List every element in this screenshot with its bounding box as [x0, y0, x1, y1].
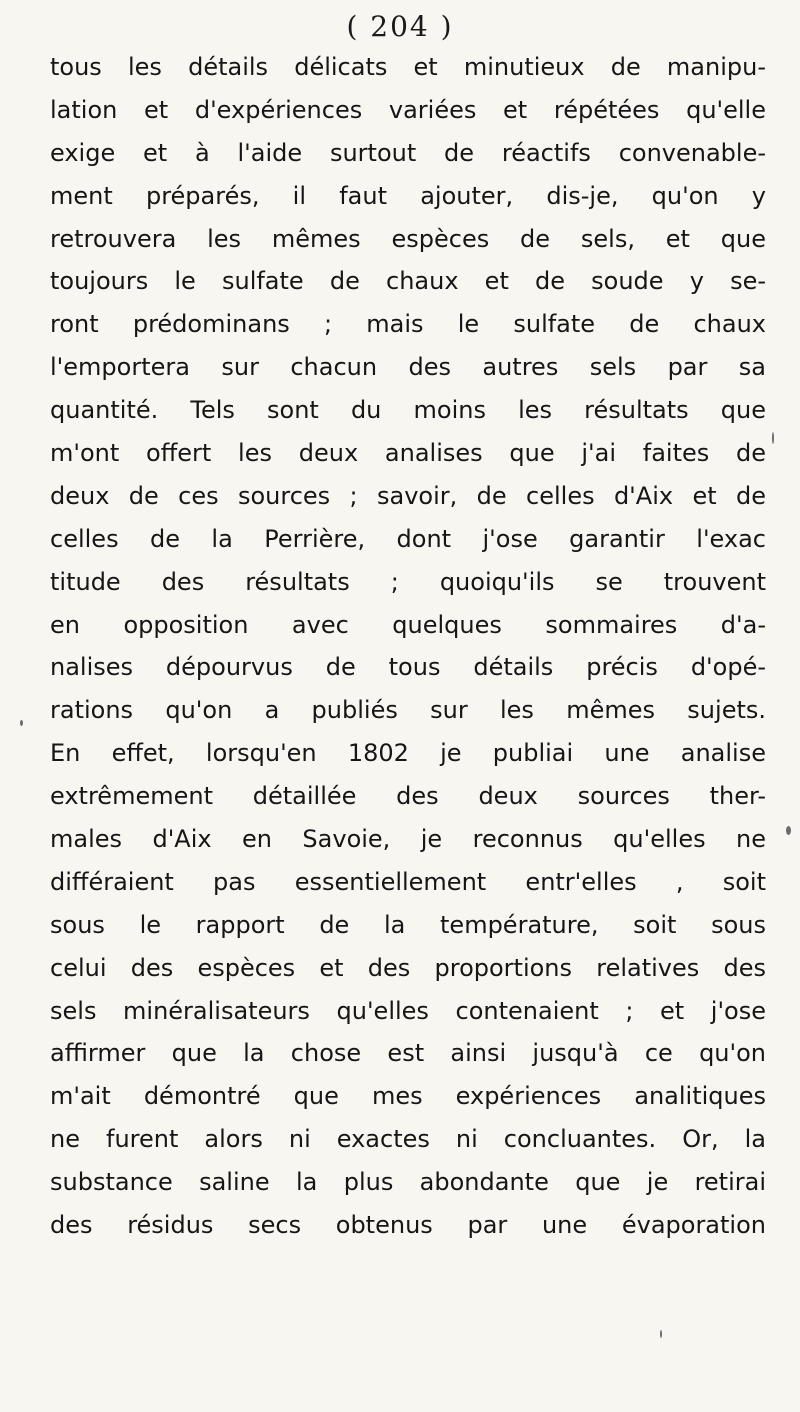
text-line: l'emportera sur chacun des autres sels par sa	[50, 353, 766, 382]
text-line: m'ont offert les deux analises que j'ai faites de	[50, 439, 766, 468]
text-line: males d'Aix en Savoie, je reconnus qu'elles ne	[50, 825, 766, 854]
text-line: extrêmement détaillée des deux sources ther-	[50, 782, 766, 811]
text-line: tous les détails délicats et minutieux de manipu-	[50, 53, 766, 81]
text-line: En effet, lorsqu'en 1802 je publiai une analise	[50, 739, 766, 768]
text-line: ront prédominans ; mais le sulfate de chaux	[50, 310, 766, 339]
text-line: titude des résultats ; quoiqu'ils se trouvent	[50, 567, 766, 596]
text-line: m'ait démontré que mes expériences analitiques	[50, 1082, 766, 1111]
text-line: retrouvera les mêmes espèces de sels, et que	[50, 224, 766, 253]
paper-speck	[772, 432, 774, 444]
paper-speck	[20, 720, 23, 726]
text-line: ment préparés, il faut ajouter, dis-je, qu'on y	[50, 181, 766, 210]
text-line: exige et à l'aide surtout de réactifs convenable-	[50, 138, 766, 167]
text-line: rations qu'on a publiés sur les mêmes sujets.	[50, 696, 766, 725]
text-line: toujours le sulfate de chaux et de soude y se-	[50, 267, 766, 296]
text-line: différaient pas essentiellement entr'elles , soit	[50, 867, 766, 896]
text-line: celles de la Perrière, dont j'ose garantir l'exac	[50, 524, 766, 553]
paper-speck	[660, 1330, 662, 1338]
text-line: en opposition avec quelques sommaires d'a-	[50, 610, 766, 639]
text-line: celui des espèces et des proportions relatives des	[50, 953, 766, 982]
body-text	[50, 46, 770, 1247]
text-line: sous le rapport de la température, soit sous	[50, 910, 766, 939]
paper-speck	[786, 826, 791, 835]
text-line: nalises dépourvus de tous détails précis d'opé-	[50, 653, 766, 682]
text-line: substance saline la plus abondante que je retirai	[50, 1168, 766, 1197]
text-line: lation et d'expériences variées et répétées qu'elle	[50, 95, 766, 124]
text-line: affirmer que la chose est ainsi jusqu'à ce qu'on	[50, 1039, 766, 1068]
text-line: quantité. Tels sont du moins les résultats que	[50, 396, 766, 425]
text-line: des résidus secs obtenus par une évaporation	[50, 1211, 766, 1240]
page-number: ( 204 )	[346, 10, 454, 43]
text-line: sels minéralisateurs qu'elles contenaient ; et j'ose	[50, 996, 766, 1025]
text-line: deux de ces sources ; savoir, de celles d'Aix et de	[50, 481, 766, 510]
text-line: ne furent alors ni exactes ni concluantes. Or, la	[50, 1125, 766, 1154]
